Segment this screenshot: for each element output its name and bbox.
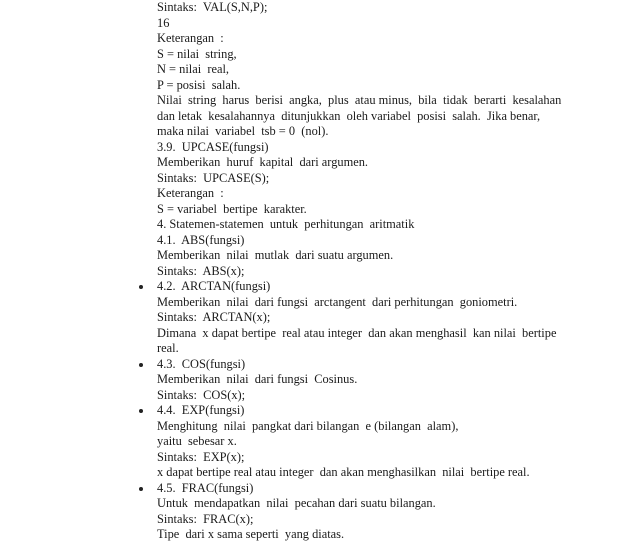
text-line: 16 <box>157 15 170 30</box>
text-line: Sintaks: EXP(x); <box>157 449 245 464</box>
text-line: Menghitung nilai pangkat dari bilangan e (bilangan alam), <box>157 418 459 433</box>
text-line: Sintaks: UPCASE(S); <box>157 170 270 185</box>
text-line: Memberikan huruf kapital dari argumen. <box>157 155 369 169</box>
text-line: S = nilai string, <box>157 46 237 61</box>
text-line: 4.1. ABS(fungsi) <box>157 232 245 247</box>
text-line: Sintaks: ARCTAN(x); <box>157 310 271 324</box>
text-line: dan letak kesalahannya ditunjukkan oleh variabel posisi salah. Jika benar, <box>157 108 541 123</box>
text-line: Untuk mendapatkan nilai pecahan dari suatu bilangan. <box>157 496 436 510</box>
text-line: 3.9. UPCASE(fungsi) <box>157 139 269 154</box>
bullet-list-item: 4.2. ARCTAN(fungsi) <box>157 279 547 295</box>
text-line: Sintaks: VAL(S,N,P); <box>157 0 268 14</box>
text-line: maka nilai variabel tsb = 0 (nol). <box>157 124 329 138</box>
text-line: Sintaks: ABS(x); <box>157 263 245 278</box>
bullet-list-item: 4.4. EXP(fungsi) <box>157 403 547 419</box>
bullet-list-item: 4.5. FRAC(fungsi) <box>157 481 547 497</box>
text-line: Memberikan nilai mutlak dari suatu argumen. <box>157 248 394 262</box>
text-line: Memberikan nilai dari fungsi arctangent dari perhitungan goniometri. <box>157 294 518 309</box>
text-line: Sintaks: FRAC(x); <box>157 511 254 526</box>
text-line: real. <box>157 341 179 355</box>
text-line: Tipe dari x sama seperti yang diatas. <box>157 527 345 541</box>
text-line: Nilai string harus berisi angka, plus atau minus, bila tidak berarti kesalahan <box>157 93 562 107</box>
bullet-list-item: 4.3. COS(fungsi) <box>157 357 547 373</box>
text-line: Keterangan : <box>157 31 224 45</box>
text-line: x dapat bertipe real atau integer dan akan menghasilkan nilai bertipe real. <box>157 465 530 479</box>
document-body <box>157 0 562 543</box>
text-line: 4. Statemen-statemen untuk perhitungan aritmatik <box>157 217 415 231</box>
text-line: Keterangan : <box>157 186 224 200</box>
text-line: S = variabel bertipe karakter. <box>157 201 307 216</box>
text-line: yaitu sebesar x. <box>157 434 237 448</box>
text-line: Sintaks: COS(x); <box>157 387 246 402</box>
text-line: Memberikan nilai dari fungsi Cosinus. <box>157 372 358 386</box>
text-line: Dimana x dapat bertipe real atau integer dan akan menghasil kan nilai bertipe <box>157 325 557 340</box>
text-line: N = nilai real, <box>157 62 230 76</box>
text-line: P = posisi salah. <box>157 77 241 92</box>
